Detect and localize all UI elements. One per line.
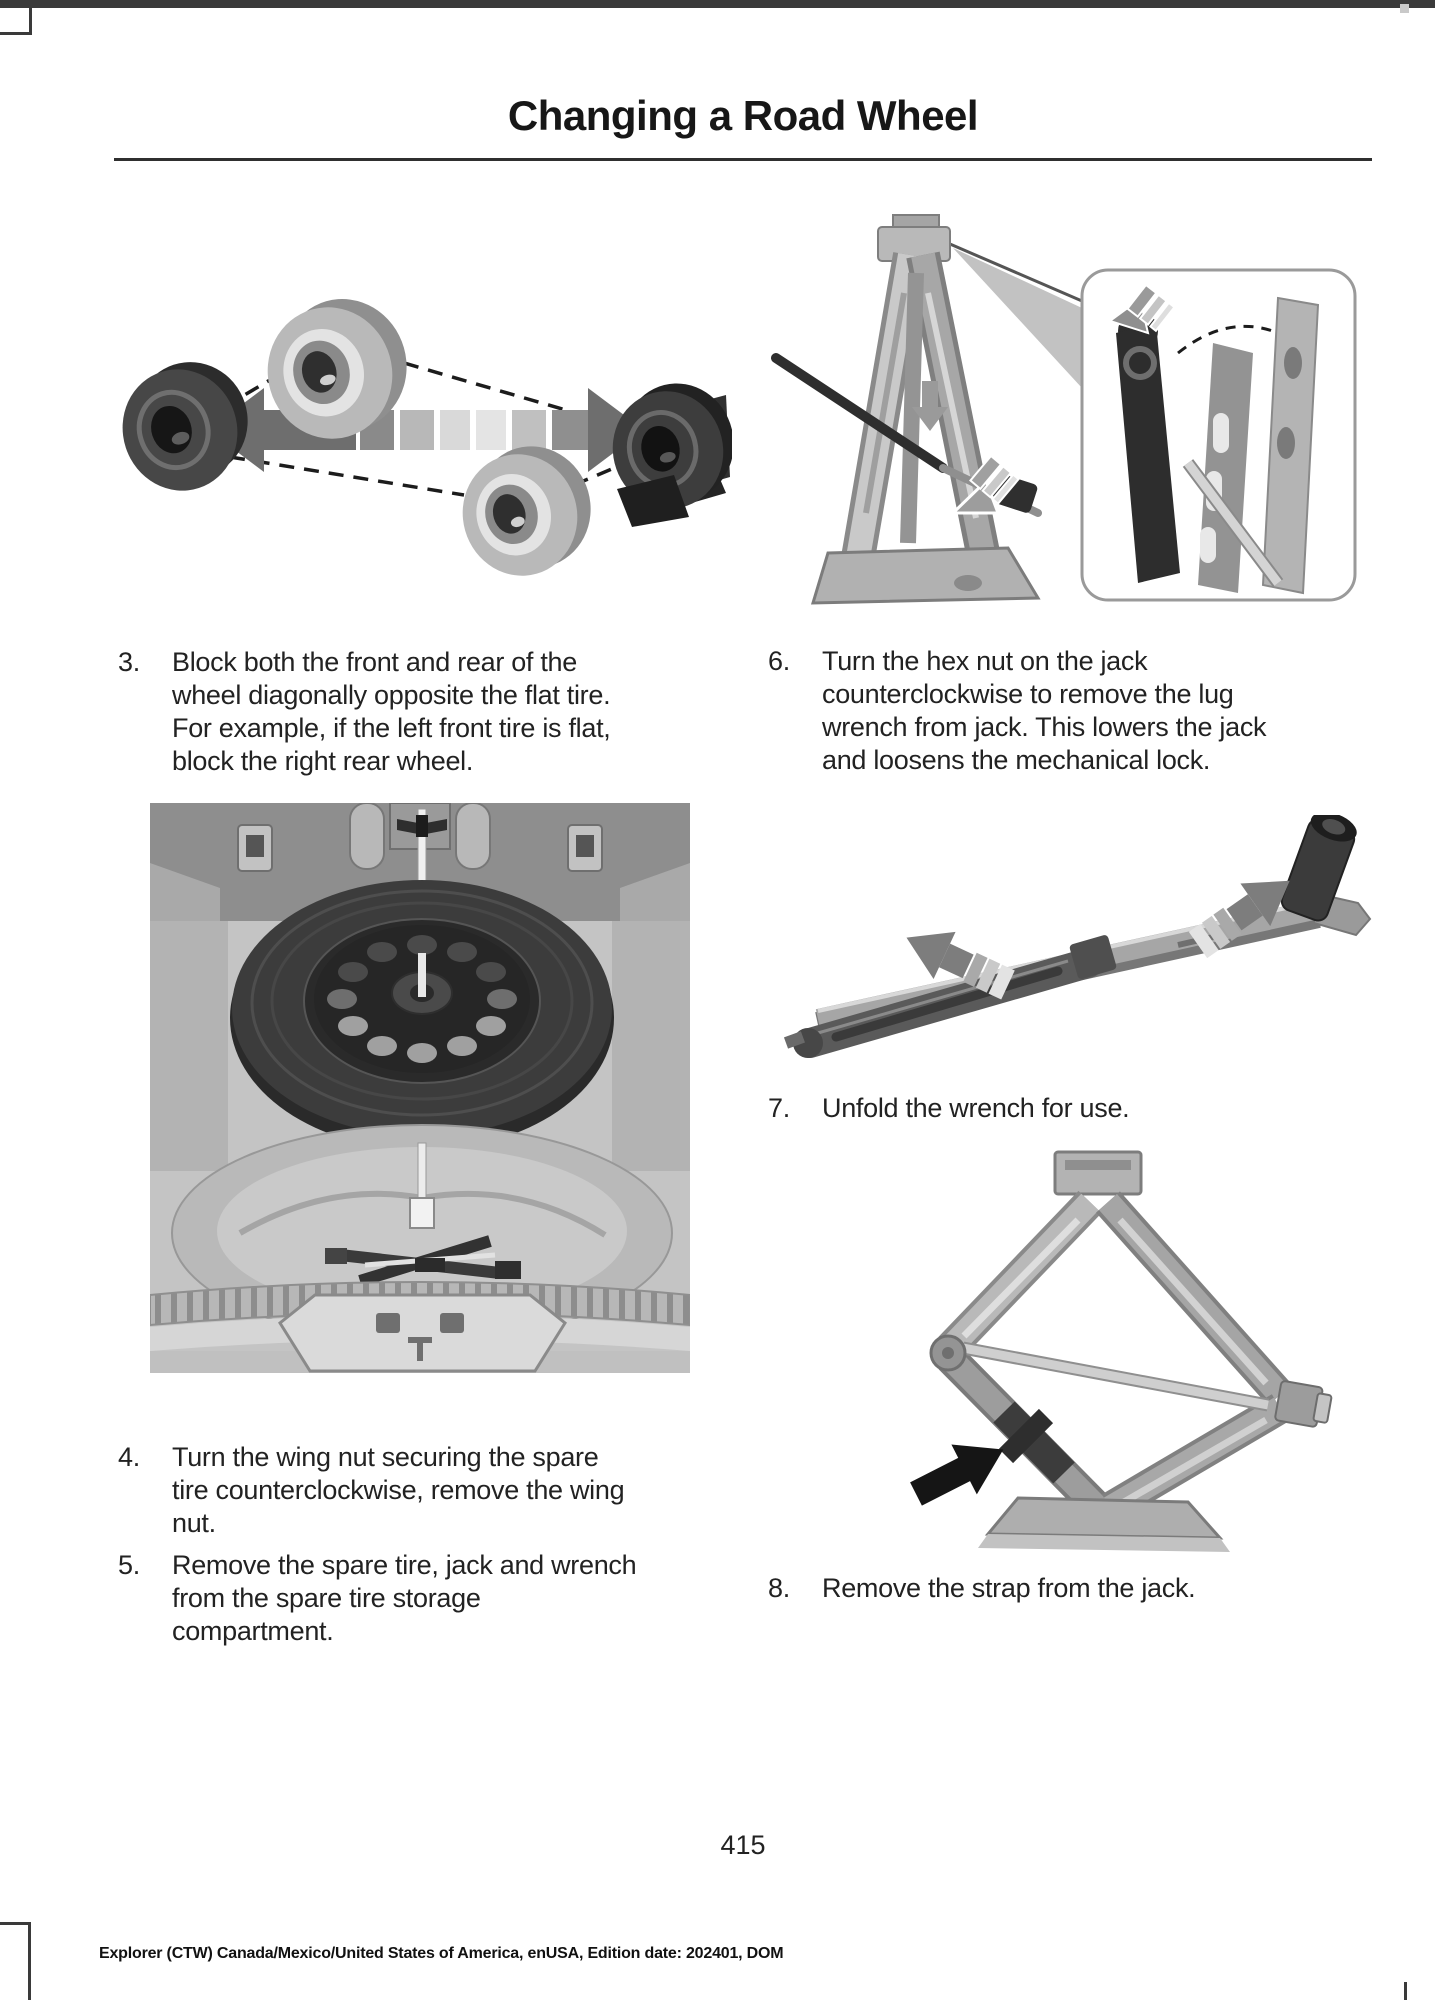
page-top-rule [0, 0, 1435, 8]
double-headed-arrow [208, 388, 644, 472]
step-6-text: Turn the hex nut on the jack counterclockwise to remove the lug wrench from jack. This lowers the jack and loosens the mechanical lock. [822, 646, 1267, 775]
figure-wheel-blocking-diagram [112, 225, 732, 585]
step-4-item [118, 1441, 738, 1540]
step-3-text: Block both the front and rear of the wheel diagonally opposite the flat tire. For example, if the left front tire is flat, block the right rear wheel. [172, 647, 611, 776]
corner-mark-top-right [1400, 4, 1409, 13]
corner-mark-bottom-left [0, 1922, 31, 2000]
wheel-bottom [447, 433, 606, 585]
sill-plate [280, 1295, 565, 1371]
mechanical-lock-inset [1082, 270, 1355, 600]
figure-lug-wrench [758, 815, 1382, 1077]
step-6-item [768, 645, 1388, 777]
title-rule [114, 158, 1372, 161]
step-7-number: 7. [768, 1093, 790, 1123]
scissor-jack-open [931, 1152, 1333, 1552]
page-title: Changing a Road Wheel [507, 92, 979, 139]
blocked-wheel-right [599, 372, 732, 527]
step-6-number: 6. [768, 646, 790, 676]
jack-strap [1004, 1412, 1064, 1473]
spare-tire [230, 880, 614, 1150]
strap-pointer-arrow-icon [903, 1425, 1016, 1519]
step-5-number: 5. [118, 1550, 140, 1580]
step-4-number: 4. [118, 1442, 140, 1472]
figure-jack-strap [868, 1140, 1340, 1558]
step-7-item [768, 1092, 1388, 1125]
step-8-text: Remove the strap from the jack. [822, 1573, 1196, 1603]
flat-tire-left [112, 348, 265, 506]
figure-spare-tire-compartment [150, 803, 690, 1373]
footer-edition-line: Explorer (CTW) Canada/Mexico/United States of America, enUSA, Edition date: 202401, DOM [99, 1945, 784, 1962]
corner-mark-top-left [0, 0, 32, 35]
corner-mark-bottom-right [1404, 1982, 1407, 2000]
step-3-number: 3. [118, 647, 140, 677]
step-8-number: 8. [768, 1573, 790, 1603]
inset-leader [953, 248, 1082, 388]
step-5-item [118, 1549, 738, 1648]
step-4-text: Turn the wing nut securing the spare tire counterclockwise, remove the wing nut. [172, 1442, 625, 1538]
step-5-text: Remove the spare tire, jack and wrench from the spare tire storage compartment. [172, 1550, 637, 1646]
page-number: 415 [720, 1830, 766, 1860]
step-7-text: Unfold the wrench for use. [822, 1093, 1130, 1123]
figure-jack-hex-nut-inset [758, 213, 1382, 615]
step-3-item [118, 646, 738, 778]
step-8-item [768, 1572, 1388, 1605]
